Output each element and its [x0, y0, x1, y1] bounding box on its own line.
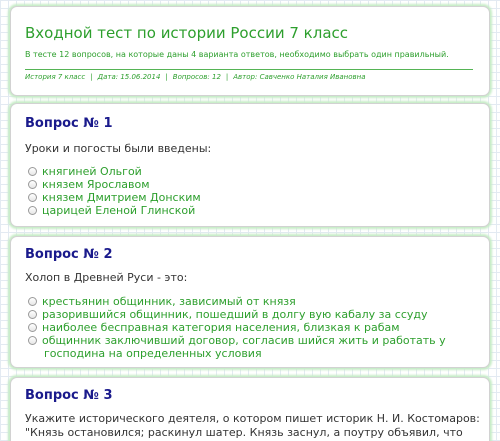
question-text-line: "Князь остановился; раскинул шатер. Князь заснул, а поутру объявил, что [25, 426, 463, 439]
radio-button[interactable] [28, 180, 37, 189]
meta-separator: | [225, 73, 229, 81]
question-text-line: Укажите исторического деятеля, о котором пишет историк Н. И. Костомаров: [25, 412, 480, 425]
answer-label: общинник заключивший договор, согласив шийся жить и работать у [42, 334, 446, 347]
meta-separator: | [165, 73, 168, 81]
answer-list [28, 295, 446, 360]
meta-date: Дата: 15.06.2014 [97, 73, 161, 81]
test-header-card [10, 6, 490, 96]
meta-separator: | [90, 73, 93, 81]
answer-label: княгиней Ольгой [42, 165, 142, 178]
header-divider [25, 69, 473, 70]
answer-option-continuation [28, 347, 446, 360]
answer-label: разорившийся общинник, пошедший в долгу вую кабалу за ссуду [42, 308, 428, 321]
answer-label: князем Дмитрием Донским [42, 191, 201, 204]
radio-button[interactable] [28, 193, 37, 202]
answer-option[interactable] [28, 295, 446, 308]
meta-subject: История 7 класс [25, 73, 86, 81]
question-title: Вопрос № 1 [25, 116, 113, 131]
test-title: Входной тест по истории России 7 класс [25, 24, 349, 42]
question-text: Уроки и погосты были введены: [25, 142, 212, 155]
answer-option[interactable] [28, 178, 201, 191]
answer-option[interactable] [28, 165, 201, 178]
radio-button[interactable] [28, 323, 37, 332]
question-title: Вопрос № 3 [25, 388, 113, 403]
radio-button[interactable] [28, 206, 37, 215]
answer-option[interactable] [28, 321, 446, 334]
answer-label: крестьянин общинник, зависимый от князя [42, 295, 296, 308]
meta-question-count: Вопросов: 12 [172, 73, 221, 81]
radio-button[interactable] [28, 167, 37, 176]
radio-button[interactable] [28, 310, 37, 319]
answer-label: наиболее бесправная категория населения, близкая к рабам [42, 321, 400, 334]
test-description: В тесте 12 вопросов, на которые даны 4 варианта ответов, необходимо выбрать один правильный. [25, 50, 449, 59]
test-meta [25, 72, 475, 83]
answer-label: царицей Еленой Глинской [42, 204, 196, 217]
answer-list [28, 165, 201, 217]
answer-label: господина на определенных условия [44, 347, 262, 360]
question-card-1 [10, 103, 490, 227]
radio-button[interactable] [28, 336, 37, 345]
answer-option[interactable] [28, 308, 446, 321]
question-card-3 [10, 377, 490, 441]
answer-label: князем Ярославом [42, 178, 150, 191]
answer-option[interactable] [28, 204, 201, 217]
meta-author: Автор: Савченко Наталия Ивановна [233, 73, 366, 81]
answer-option[interactable] [28, 334, 446, 347]
answer-option[interactable] [28, 191, 201, 204]
question-text: Холоп в Древней Руси - это: [25, 271, 188, 284]
radio-button[interactable] [28, 297, 37, 306]
question-card-2 [10, 236, 490, 368]
question-title: Вопрос № 2 [25, 247, 113, 262]
